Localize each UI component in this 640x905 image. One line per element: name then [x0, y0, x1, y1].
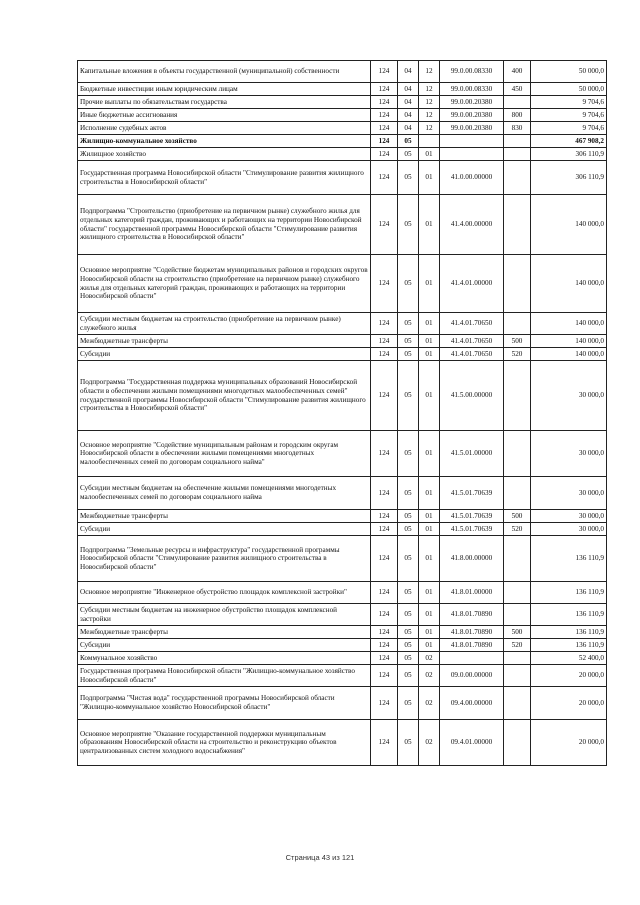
cell-name: Коммунальное хозяйство — [78, 652, 371, 665]
cell-amount: 306 110,9 — [531, 161, 607, 195]
cell-ministry-code: 124 — [371, 687, 398, 720]
cell-target-article — [440, 135, 504, 148]
cell-section: 05 — [398, 161, 419, 195]
cell-section: 05 — [398, 652, 419, 665]
cell-ministry-code: 124 — [371, 523, 398, 536]
cell-expense-type — [504, 96, 531, 109]
table-row — [78, 313, 607, 335]
cell-ministry-code: 124 — [371, 665, 398, 687]
table-row — [78, 135, 607, 148]
cell-name: Основное мероприятие "Оказание государственной поддержки муниципальным образованиям Новосибирской области на строительство и реконструкцию объектов централизованных систем холодного водоснабжения" — [78, 720, 371, 766]
cell-amount: 136 110,9 — [531, 604, 607, 626]
cell-expense-type: 400 — [504, 61, 531, 83]
cell-section: 05 — [398, 720, 419, 766]
cell-expense-type: 520 — [504, 348, 531, 361]
cell-expense-type: 830 — [504, 122, 531, 135]
cell-section: 05 — [398, 639, 419, 652]
cell-section: 05 — [398, 431, 419, 477]
cell-amount: 136 110,9 — [531, 536, 607, 582]
cell-target-article: 41.8.01.00000 — [440, 582, 504, 604]
cell-name: Подпрограмма "Чистая вода" государственной программы Новосибирской области "Жилищно-коммунальное хозяйство Новосибирской области" — [78, 687, 371, 720]
cell-subsection: 12 — [419, 83, 440, 96]
cell-name: Субсидии местным бюджетам на обеспечение жилыми помещениями многодетных малообеспеченных семей по договорам социального найма — [78, 477, 371, 510]
cell-ministry-code: 124 — [371, 313, 398, 335]
cell-section: 05 — [398, 348, 419, 361]
cell-amount: 467 908,2 — [531, 135, 607, 148]
cell-expense-type: 800 — [504, 109, 531, 122]
cell-expense-type — [504, 431, 531, 477]
cell-ministry-code: 124 — [371, 96, 398, 109]
cell-ministry-code: 124 — [371, 582, 398, 604]
cell-ministry-code: 124 — [371, 61, 398, 83]
cell-name: Жилищно-коммунальное хозяйство — [78, 135, 371, 148]
cell-section: 04 — [398, 83, 419, 96]
cell-expense-type — [504, 313, 531, 335]
cell-subsection: 02 — [419, 687, 440, 720]
cell-section: 05 — [398, 604, 419, 626]
cell-expense-type: 500 — [504, 510, 531, 523]
cell-expense-type: 500 — [504, 626, 531, 639]
table-row — [78, 582, 607, 604]
cell-expense-type — [504, 652, 531, 665]
cell-name: Государственная программа Новосибирской области "Стимулирование развития жилищного строительства в Новосибирской области" — [78, 161, 371, 195]
cell-target-article: 41.5.01.70639 — [440, 523, 504, 536]
table-row — [78, 96, 607, 109]
cell-ministry-code: 124 — [371, 135, 398, 148]
cell-name: Капитальные вложения в объекты государственной (муниципальной) собственности — [78, 61, 371, 83]
cell-ministry-code: 124 — [371, 431, 398, 477]
table-body — [78, 61, 607, 766]
cell-name: Межбюджетные трансферты — [78, 626, 371, 639]
cell-name: Субсидии — [78, 348, 371, 361]
table-row — [78, 348, 607, 361]
cell-section: 04 — [398, 96, 419, 109]
cell-amount: 50 000,0 — [531, 83, 607, 96]
budget-table — [77, 60, 607, 766]
cell-subsection: 01 — [419, 361, 440, 431]
cell-expense-type — [504, 477, 531, 510]
cell-section: 05 — [398, 536, 419, 582]
cell-target-article: 41.4.00.00000 — [440, 195, 504, 255]
table-row — [78, 255, 607, 313]
table-row — [78, 687, 607, 720]
cell-name: Бюджетные инвестиции иным юридическим лицам — [78, 83, 371, 96]
cell-ministry-code: 124 — [371, 109, 398, 122]
cell-amount: 9 704,6 — [531, 122, 607, 135]
cell-subsection: 01 — [419, 148, 440, 161]
cell-subsection: 01 — [419, 335, 440, 348]
cell-target-article: 99.0.00.08330 — [440, 83, 504, 96]
cell-expense-type — [504, 604, 531, 626]
cell-subsection: 01 — [419, 523, 440, 536]
cell-section: 04 — [398, 61, 419, 83]
cell-section: 04 — [398, 109, 419, 122]
cell-expense-type — [504, 135, 531, 148]
cell-ministry-code: 124 — [371, 83, 398, 96]
cell-ministry-code: 124 — [371, 361, 398, 431]
cell-subsection: 01 — [419, 639, 440, 652]
cell-section: 05 — [398, 255, 419, 313]
cell-target-article: 41.4.01.70650 — [440, 335, 504, 348]
cell-expense-type: 520 — [504, 639, 531, 652]
cell-name: Подпрограмма "Земельные ресурсы и инфраструктура" государственной программы Новосибирской области "Стимулирование развития жилищного строительства в Новосибирской области" — [78, 536, 371, 582]
cell-name: Межбюджетные трансферты — [78, 335, 371, 348]
cell-amount: 136 110,9 — [531, 582, 607, 604]
cell-expense-type — [504, 161, 531, 195]
cell-expense-type — [504, 255, 531, 313]
cell-section: 05 — [398, 626, 419, 639]
table-row — [78, 335, 607, 348]
cell-target-article: 41.4.01.70650 — [440, 313, 504, 335]
cell-amount: 52 400,0 — [531, 652, 607, 665]
cell-expense-type — [504, 665, 531, 687]
cell-target-article: 41.4.01.00000 — [440, 255, 504, 313]
cell-target-article: 41.0.00.00000 — [440, 161, 504, 195]
cell-expense-type: 520 — [504, 523, 531, 536]
cell-ministry-code: 124 — [371, 148, 398, 161]
cell-name: Прочие выплаты по обязательствам государства — [78, 96, 371, 109]
cell-amount: 30 000,0 — [531, 477, 607, 510]
cell-target-article: 41.8.00.00000 — [440, 536, 504, 582]
cell-name: Субсидии — [78, 523, 371, 536]
cell-expense-type — [504, 536, 531, 582]
cell-amount: 9 704,6 — [531, 109, 607, 122]
cell-target-article: 99.0.00.20380 — [440, 96, 504, 109]
page-footer: Страница 43 из 121 — [285, 853, 355, 862]
table-row — [78, 361, 607, 431]
cell-ministry-code: 124 — [371, 720, 398, 766]
cell-subsection: 12 — [419, 122, 440, 135]
table-row — [78, 536, 607, 582]
cell-target-article: 41.5.00.00000 — [440, 361, 504, 431]
cell-expense-type — [504, 148, 531, 161]
cell-amount: 50 000,0 — [531, 61, 607, 83]
cell-name: Субсидии — [78, 639, 371, 652]
cell-amount: 30 000,0 — [531, 361, 607, 431]
cell-name: Иные бюджетные ассигнования — [78, 109, 371, 122]
cell-section: 05 — [398, 523, 419, 536]
cell-target-article: 99.0.00.20380 — [440, 122, 504, 135]
cell-target-article: 41.5.01.70639 — [440, 477, 504, 510]
cell-name: Основное мероприятие "Содействие муниципальным районам и городским округам Новосибирской области в обеспечении жилыми помещениями многодетных малообеспеченных семей по договорам социального найма" — [78, 431, 371, 477]
cell-subsection: 01 — [419, 536, 440, 582]
cell-amount: 140 000,0 — [531, 313, 607, 335]
cell-subsection: 01 — [419, 313, 440, 335]
table-row — [78, 161, 607, 195]
cell-subsection: 01 — [419, 510, 440, 523]
cell-subsection — [419, 135, 440, 148]
cell-name: Государственная программа Новосибирской области "Жилищно-коммунальное хозяйство Новосибирской области" — [78, 665, 371, 687]
cell-subsection: 02 — [419, 720, 440, 766]
cell-name: Подпрограмма "Государственная поддержка муниципальных образований Новосибирской области в обеспечении жилыми помещениями многодетных малообеспеченных семей" государственной программы Новосибирской области "Стимулирование развития жилищного строительства в Новосибирской области" — [78, 361, 371, 431]
cell-subsection: 01 — [419, 582, 440, 604]
cell-amount: 140 000,0 — [531, 335, 607, 348]
table-row — [78, 122, 607, 135]
cell-section: 05 — [398, 361, 419, 431]
cell-ministry-code: 124 — [371, 510, 398, 523]
cell-name: Субсидии местным бюджетам на инженерное обустройство площадок комплексной застройки — [78, 604, 371, 626]
cell-target-article: 41.5.01.70639 — [440, 510, 504, 523]
cell-expense-type: 500 — [504, 335, 531, 348]
cell-subsection: 02 — [419, 652, 440, 665]
cell-amount: 9 704,6 — [531, 96, 607, 109]
cell-subsection: 01 — [419, 626, 440, 639]
table-row — [78, 523, 607, 536]
table-row — [78, 604, 607, 626]
cell-subsection: 02 — [419, 665, 440, 687]
cell-ministry-code: 124 — [371, 626, 398, 639]
cell-ministry-code: 124 — [371, 348, 398, 361]
table-row — [78, 665, 607, 687]
cell-amount: 20 000,0 — [531, 687, 607, 720]
cell-subsection: 01 — [419, 477, 440, 510]
cell-name: Межбюджетные трансферты — [78, 510, 371, 523]
cell-expense-type — [504, 687, 531, 720]
cell-ministry-code: 124 — [371, 639, 398, 652]
cell-expense-type — [504, 361, 531, 431]
cell-amount: 306 110,9 — [531, 148, 607, 161]
cell-amount: 140 000,0 — [531, 348, 607, 361]
cell-amount: 30 000,0 — [531, 431, 607, 477]
cell-section: 05 — [398, 582, 419, 604]
cell-expense-type — [504, 195, 531, 255]
cell-name: Основное мероприятие "Содействие бюджетам муниципальных районов и городских округов Новосибирской области на строительство (приобретение на первичном рынке) служебного жилья для отдельных категорий граждан, проживающих и работающих на территории Новосибирской области" — [78, 255, 371, 313]
cell-section: 05 — [398, 148, 419, 161]
cell-section: 04 — [398, 122, 419, 135]
table-row — [78, 639, 607, 652]
cell-ministry-code: 124 — [371, 477, 398, 510]
cell-subsection: 01 — [419, 431, 440, 477]
cell-target-article: 09.4.01.00000 — [440, 720, 504, 766]
cell-amount: 20 000,0 — [531, 720, 607, 766]
cell-name: Основное мероприятие "Инженерное обустройство площадок комплексной застройки" — [78, 582, 371, 604]
cell-subsection: 01 — [419, 604, 440, 626]
cell-name: Исполнение судебных актов — [78, 122, 371, 135]
cell-target-article: 99.0.00.20380 — [440, 109, 504, 122]
cell-target-article: 41.8.01.70890 — [440, 639, 504, 652]
cell-ministry-code: 124 — [371, 536, 398, 582]
cell-amount: 20 000,0 — [531, 665, 607, 687]
cell-amount: 136 110,9 — [531, 626, 607, 639]
cell-section: 05 — [398, 665, 419, 687]
cell-section: 05 — [398, 135, 419, 148]
table-row — [78, 148, 607, 161]
cell-amount: 136 110,9 — [531, 639, 607, 652]
cell-name: Подпрограмма "Строительство (приобретение на первичном рынке) служебного жилья для отдельных категорий граждан, проживающих и работающих на территории Новосибирской области" государственной программы Новосибирской области "Стимулирование развития жилищного строительства в Новосибирской области" — [78, 195, 371, 255]
cell-target-article: 41.4.01.70650 — [440, 348, 504, 361]
cell-expense-type: 450 — [504, 83, 531, 96]
cell-expense-type — [504, 582, 531, 604]
cell-name: Жилищное хозяйство — [78, 148, 371, 161]
cell-subsection: 12 — [419, 96, 440, 109]
cell-ministry-code: 124 — [371, 161, 398, 195]
cell-section: 05 — [398, 335, 419, 348]
cell-subsection: 12 — [419, 109, 440, 122]
cell-section: 05 — [398, 195, 419, 255]
cell-expense-type — [504, 720, 531, 766]
cell-section: 05 — [398, 687, 419, 720]
table-row — [78, 431, 607, 477]
table-row — [78, 83, 607, 96]
table-row — [78, 720, 607, 766]
table-row — [78, 510, 607, 523]
cell-amount: 140 000,0 — [531, 195, 607, 255]
table-row — [78, 109, 607, 122]
cell-section: 05 — [398, 313, 419, 335]
cell-ministry-code: 124 — [371, 255, 398, 313]
cell-target-article: 41.8.01.70890 — [440, 604, 504, 626]
cell-target-article — [440, 652, 504, 665]
cell-target-article: 41.5.01.00000 — [440, 431, 504, 477]
cell-subsection: 01 — [419, 161, 440, 195]
cell-ministry-code: 124 — [371, 195, 398, 255]
cell-ministry-code: 124 — [371, 604, 398, 626]
cell-subsection: 12 — [419, 61, 440, 83]
cell-section: 05 — [398, 477, 419, 510]
table-row — [78, 195, 607, 255]
table-row — [78, 61, 607, 83]
table-row — [78, 626, 607, 639]
cell-amount: 140 000,0 — [531, 255, 607, 313]
cell-subsection: 01 — [419, 195, 440, 255]
cell-section: 05 — [398, 510, 419, 523]
cell-subsection: 01 — [419, 348, 440, 361]
cell-ministry-code: 124 — [371, 652, 398, 665]
cell-target-article: 09.4.00.00000 — [440, 687, 504, 720]
cell-ministry-code: 124 — [371, 122, 398, 135]
cell-target-article — [440, 148, 504, 161]
cell-amount: 30 000,0 — [531, 510, 607, 523]
cell-target-article: 41.8.01.70890 — [440, 626, 504, 639]
table-row — [78, 477, 607, 510]
cell-target-article: 09.0.00.00000 — [440, 665, 504, 687]
cell-subsection: 01 — [419, 255, 440, 313]
table-row — [78, 652, 607, 665]
cell-target-article: 99.0.00.08330 — [440, 61, 504, 83]
cell-name: Субсидии местным бюджетам на строительство (приобретение на первичном рынке) служебного жилья — [78, 313, 371, 335]
cell-amount: 30 000,0 — [531, 523, 607, 536]
cell-ministry-code: 124 — [371, 335, 398, 348]
